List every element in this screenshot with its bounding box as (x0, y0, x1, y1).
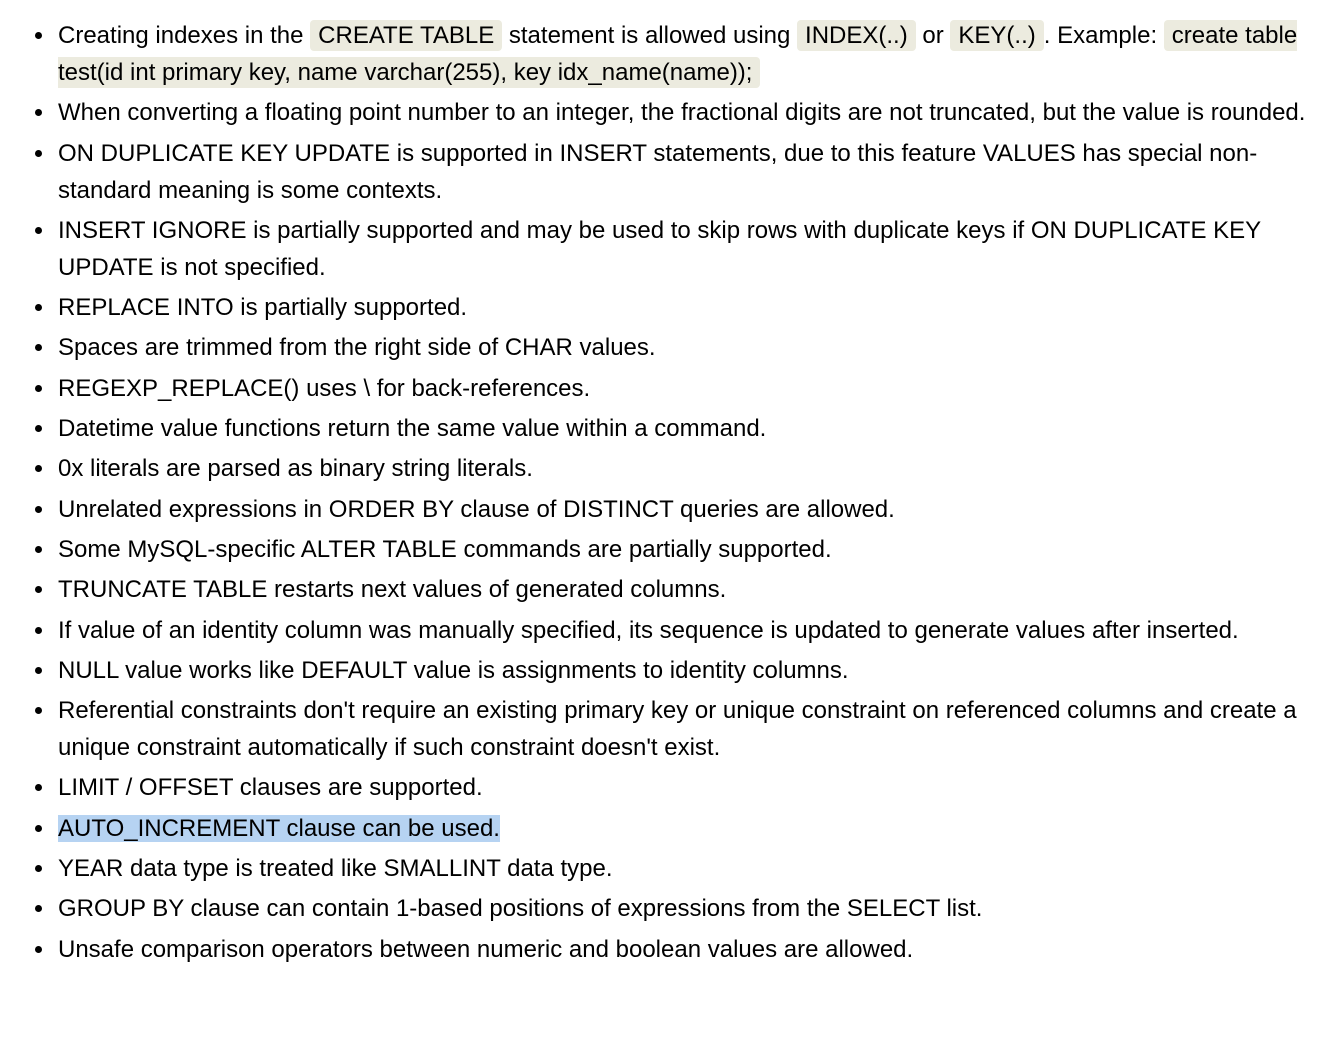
inline-code-create-table: CREATE TABLE (310, 20, 502, 51)
list-item: LIMIT / OFFSET clauses are supported. (58, 769, 1310, 806)
list-item: YEAR data type is treated like SMALLINT data type. (58, 850, 1310, 887)
list-item: INSERT IGNORE is partially supported and may be used to skip rows with duplicate keys if ON DUPLICATE KEY UPDATE is not specified. (58, 212, 1310, 286)
list-item: REGEXP_REPLACE() uses \ for back-references. (58, 370, 1310, 407)
list-item: Referential constraints don't require an existing primary key or unique constraint on referenced columns and create a unique constraint automatically if such constraint doesn't exist. (58, 692, 1310, 766)
list-item-text: Creating indexes in the (58, 22, 311, 49)
list-item-text: . Example: (1043, 22, 1164, 49)
list-item: REPLACE INTO is partially supported. (58, 289, 1310, 326)
list-item: ON DUPLICATE KEY UPDATE is supported in INSERT statements, due to this feature VALUES has special non-standard meaning is some contexts. (58, 135, 1310, 209)
inline-code-key: KEY(..) (950, 20, 1043, 51)
list-item: Unrelated expressions in ORDER BY clause of DISTINCT queries are allowed. (58, 491, 1310, 528)
list-item-create-table-indexes (58, 17, 1310, 91)
list-item-selected (58, 810, 1310, 847)
list-item: Spaces are trimmed from the right side of CHAR values. (58, 329, 1310, 366)
list-item: When converting a floating point number to an integer, the fractional digits are not truncated, but the value is rounded. (58, 94, 1310, 131)
list-item-text: or (915, 22, 951, 49)
inline-code-index: INDEX(..) (797, 20, 916, 51)
list-item-text: statement is allowed using (502, 22, 798, 49)
list-item: Some MySQL-specific ALTER TABLE commands are partially supported. (58, 531, 1310, 568)
list-item: Datetime value functions return the same value within a command. (58, 410, 1310, 447)
list-item: GROUP BY clause can contain 1-based positions of expressions from the SELECT list. (58, 890, 1310, 927)
list-item: If value of an identity column was manually specified, its sequence is updated to generate values after inserted. (58, 612, 1310, 649)
inline-code-example: create table test(id int primary key, name varchar(255), key idx_name(name)); (58, 22, 1298, 86)
list-item: TRUNCATE TABLE restarts next values of generated columns. (58, 571, 1310, 608)
list-item: Unsafe comparison operators between numeric and boolean values are allowed. (58, 931, 1310, 968)
list-item: 0x literals are parsed as binary string literals. (58, 450, 1310, 487)
text-selection-highlight[interactable]: AUTO_INCREMENT clause can be used. (58, 814, 500, 842)
list-item: NULL value works like DEFAULT value is assignments to identity columns. (58, 652, 1310, 689)
